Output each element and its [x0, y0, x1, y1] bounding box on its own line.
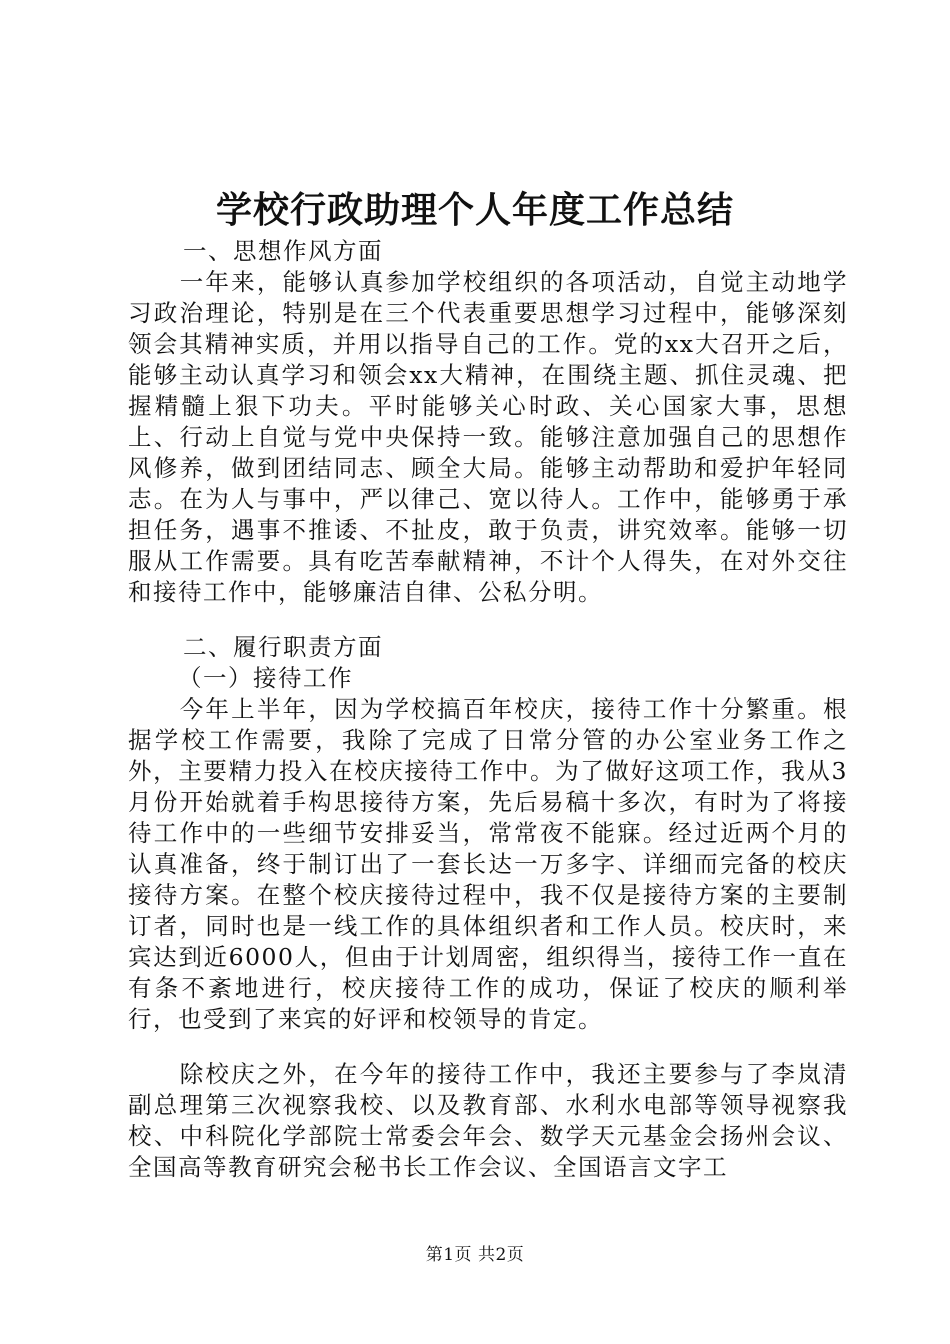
- section-heading-duties: 二、履行职责方面: [183, 633, 383, 661]
- paragraph-reception: 今年上半年，因为学校搞百年校庆，接待工作十分繁重。根据学校工作需要，我除了完成了日常分管的办公室业务工作之外，主要精力投入在校庆接待工作中。为了做好这项工作，我从3月份开始就着手构思接待方案，先后易稿十多次，有时为了将接待工作中的一些细节安排妥当，常常夜不能寐。经过近两个月的认真准备，终于制订出了一套长达一万多字、详细而完备的校庆接待方案。在整个校庆接待过程中，我不仅是接待方案的主要制订者，同时也是一线工作的具体组织者和工作人员。校庆时，来宾达到近6000人，但由于计划周密，组织得当，接待工作一直在有条不紊地进行，校庆接待工作的成功，保证了校庆的顺利举行，也受到了来宾的好评和校领导的肯定。: [128, 695, 848, 1033]
- document-title: 学校行政助理个人年度工作总结: [215, 189, 734, 231]
- paragraph-reception-continued: 除校庆之外，在今年的接待工作中，我还主要参与了李岚清副总理第三次视察我校、以及教育部、水利水电部等领导视察我校、中科院化学部院士常委会年会、数学天元基金会扬州会议、全国高等教育研究会秘书长工作会议、全国语言文字工: [128, 1060, 848, 1181]
- section-heading-ideology: 一、思想作风方面: [183, 237, 383, 265]
- paragraph-ideology: 一年来，能够认真参加学校组织的各项活动，自觉主动地学习政治理论，特别是在三个代表重要思想学习过程中，能够深刻领会其精神实质，并用以指导自己的工作。党的xx大召开之后，能够主动认真学习和领会xx大精神，在围绕主题、抓住灵魂、把握精髓上狠下功夫。平时能够关心时政、关心国家大事，思想上、行动上自觉与党中央保持一致。能够注意加强自己的思想作风修养，做到团结同志、顾全大局。能够主动帮助和爱护年轻同志。在为人与事中，严以律己、宽以待人。工作中，能够勇于承担任务，遇事不推诿、不扯皮，敢于负责，讲究效率。能够一切服从工作需要。具有吃苦奉献精神，不计个人得失，在对外交往和接待工作中，能够廉洁自律、公私分明。: [128, 268, 848, 606]
- page-footer: 第1页 共2页: [425, 1245, 525, 1265]
- subsection-heading-reception: （一）接待工作: [178, 664, 353, 692]
